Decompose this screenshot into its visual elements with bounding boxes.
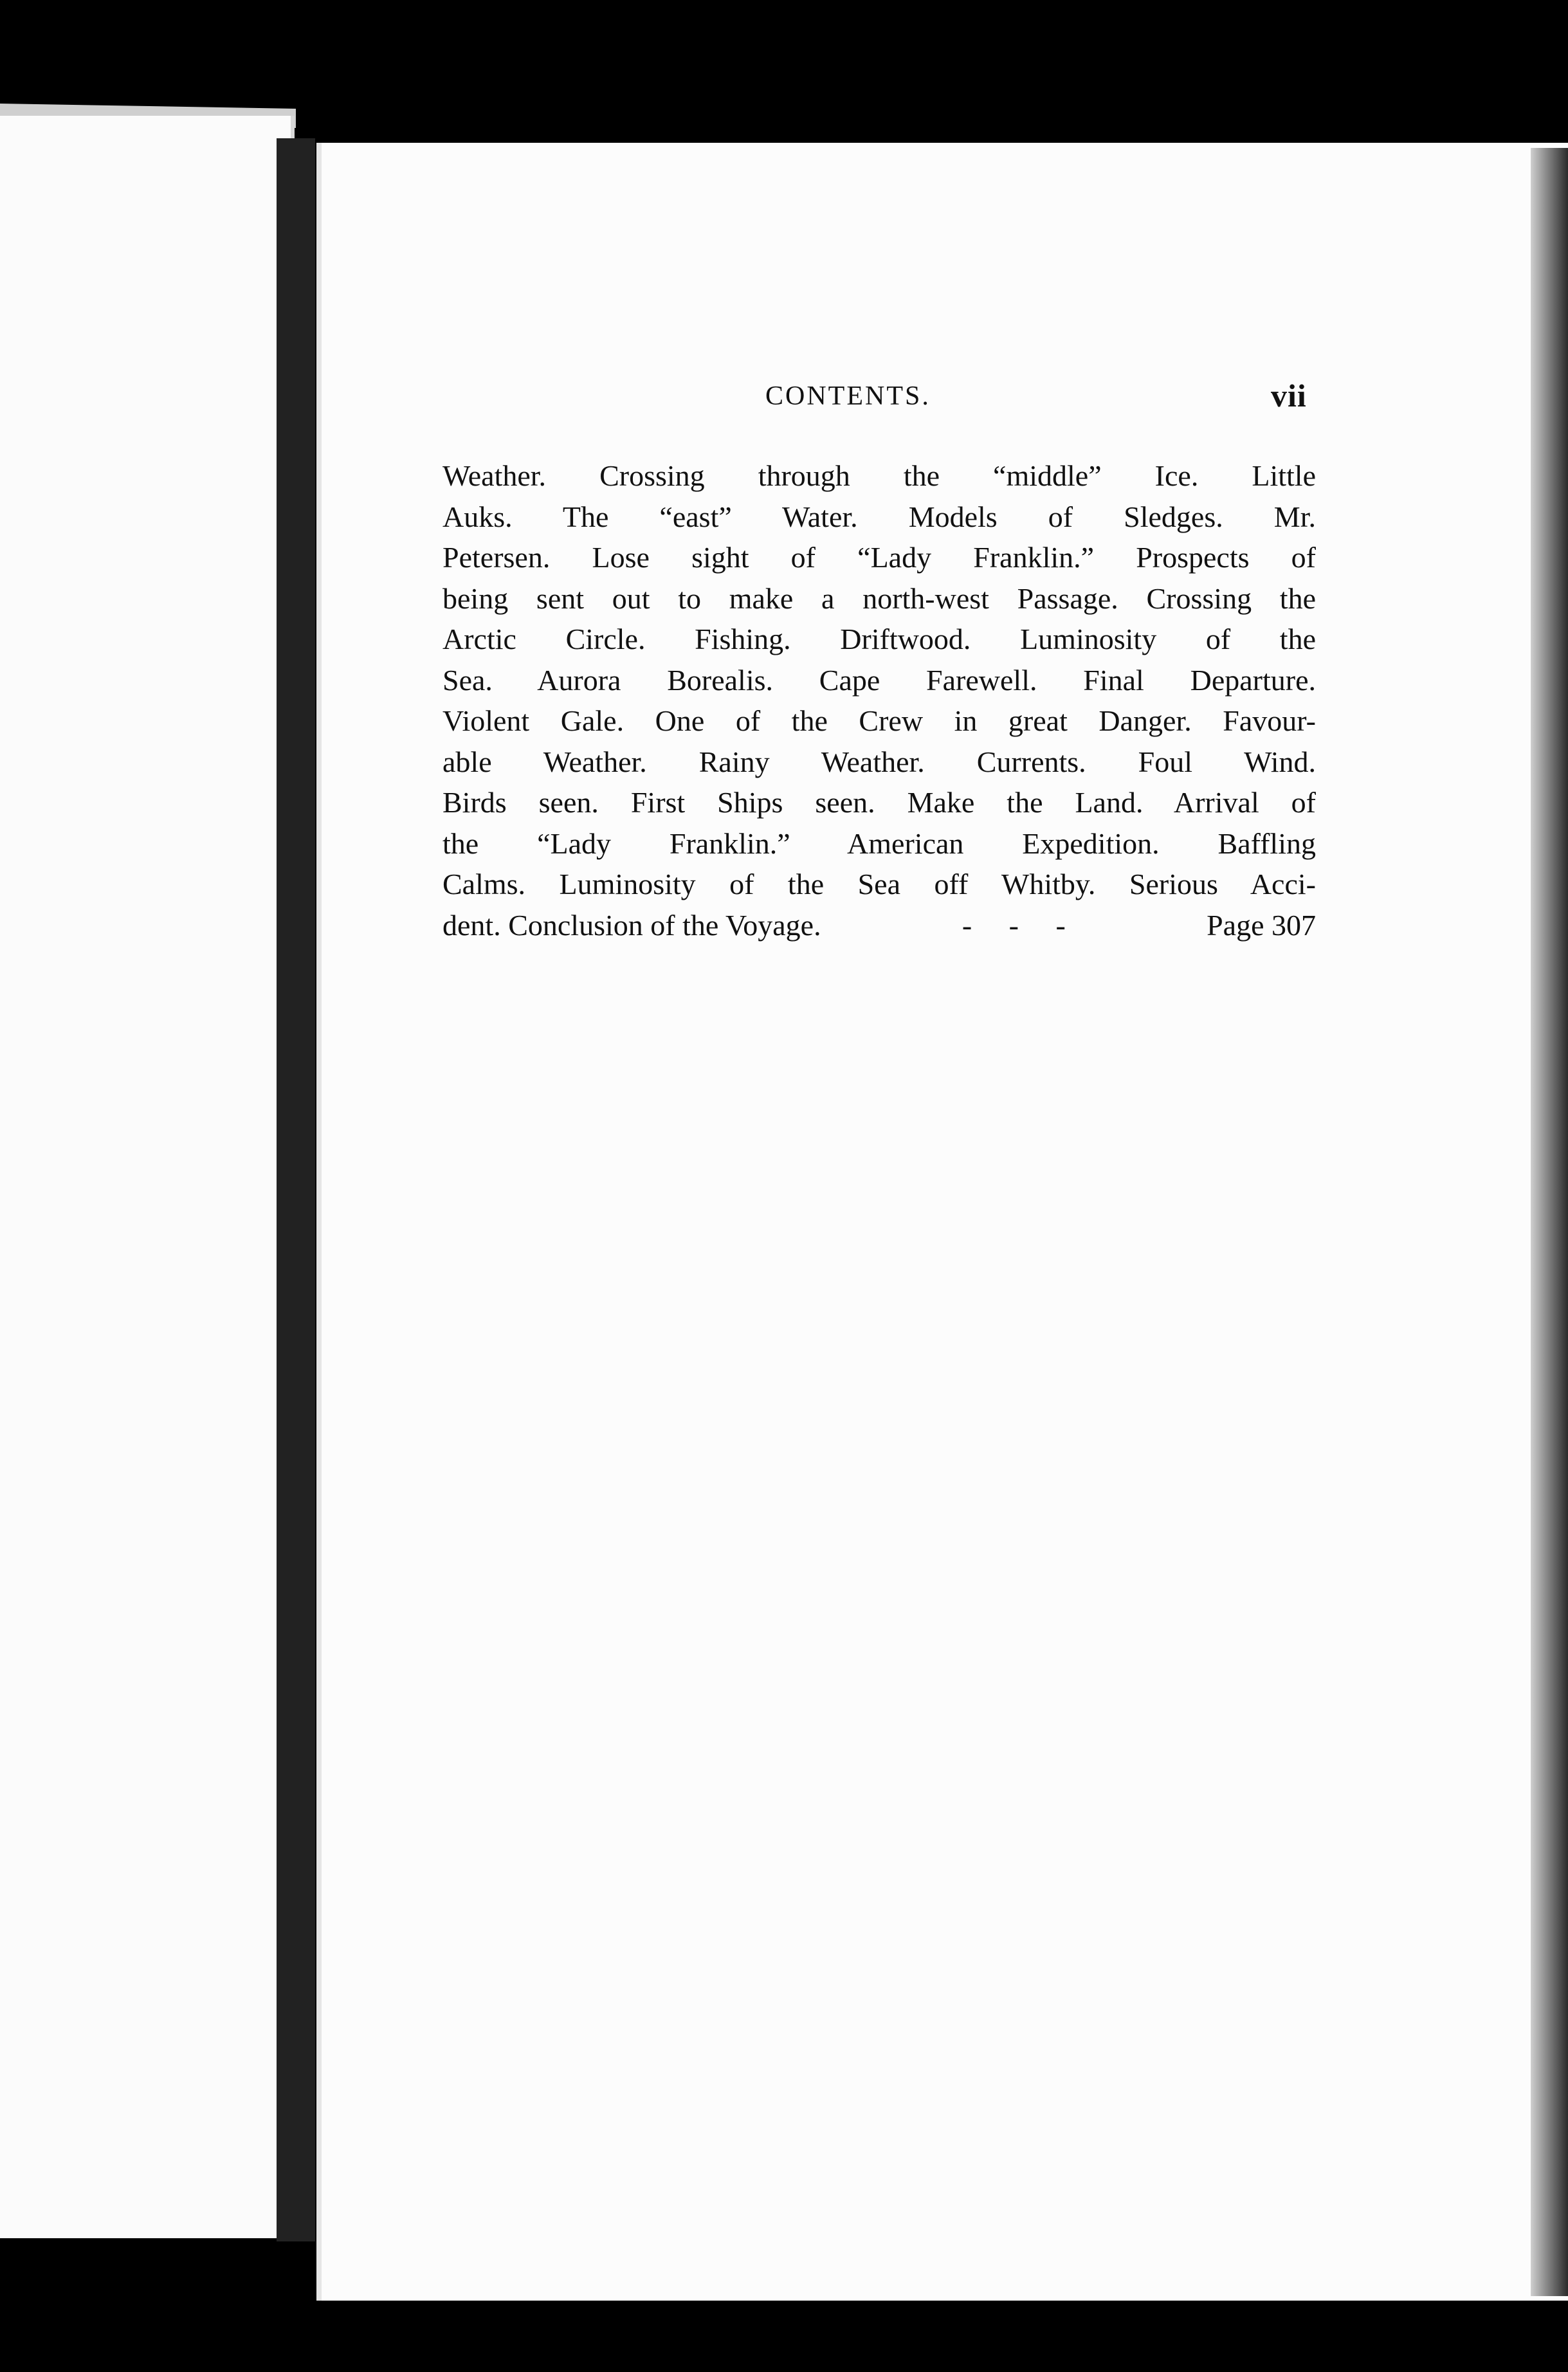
contents-last-line: [442, 905, 1316, 946]
page-number: vii: [1271, 378, 1307, 414]
contents-entry: [442, 455, 1316, 945]
contents-line: the “Lady Franklin.” American Expedition. Baffling: [442, 826, 1316, 860]
contents-line: being sent out to make a north-west Passage. Crossing the: [442, 581, 1316, 615]
contents-line: Violent Gale. One of the Crew in great Danger. Favour-: [442, 704, 1316, 737]
contents-line: Auks. The “east” Water. Models of Sledges. Mr.: [442, 500, 1316, 533]
contents-line: able Weather. Rainy Weather. Currents. Foul Wind.: [442, 745, 1316, 778]
contents-line: Calms. Luminosity of the Sea off Whitby. Serious Acci-: [442, 868, 1316, 900]
contents-line: Birds seen. First Ships seen. Make the Land. Arrival of: [442, 786, 1316, 819]
left-page: [0, 116, 295, 2238]
running-title: CONTENTS.: [765, 381, 931, 411]
dot-leaders: - - -: [962, 908, 1066, 942]
page-reference: Page 307: [1207, 908, 1316, 942]
contents-line: Petersen. Lose sight of “Lady Franklin.” Prospects of: [442, 541, 1316, 574]
contents-line: Sea. Aurora Borealis. Cape Farewell. Final Departure.: [442, 663, 1316, 697]
right-page-edge: [1531, 148, 1568, 2296]
contents-line: Arctic Circle. Fishing. Driftwood. Luminosity of the: [442, 623, 1316, 655]
book-gutter: [277, 138, 315, 2241]
contents-line: Weather. Crossing through the “middle” Ice. Little: [442, 459, 1316, 492]
contents-last-text: dent. Conclusion of the Voyage.: [442, 908, 821, 942]
